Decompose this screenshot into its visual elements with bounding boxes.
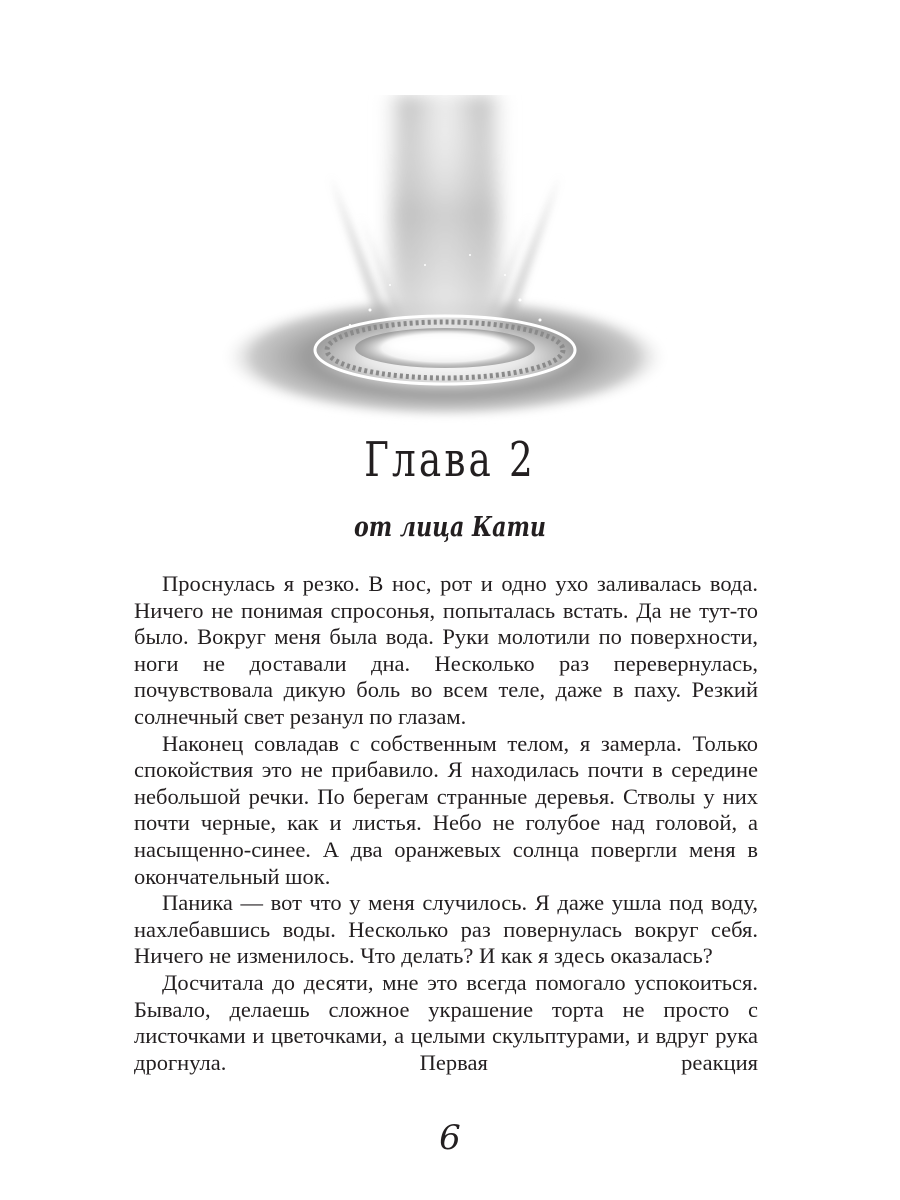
paragraph: Паника — вот что у меня случилось. Я даже ушла под воду, нахлебавшись воды. Несколько раз повернулась вокруг себя. Ничего не изменилось. Что делать? И как я здесь оказалась?: [134, 890, 758, 969]
chapter-title: Глава 2: [364, 432, 536, 488]
magic-portal-illustration: [220, 95, 670, 425]
paragraph: Проснулась я резко. В нос, рот и одно ухо заливалась вода. Ничего не понимая спросонья, попыталась встать. Да не тут-то было. Вокруг меня была вода. Руки молотили по поверхности, ноги не доставали дна. Несколько раз перевернулась, почувствовала дикую боль во всем теле, даже в паху. Резкий солнечный свет резанул по глазам.: [134, 571, 758, 729]
paragraph: Наконец совладав с собственным телом, я замерла. Только спокойствия это не прибавило. Я находилась почти в середине небольшой речки. По берегам странные деревья. Стволы у них почти черные, как и листья. Небо не голубое над головой, а насыщенно-синее. А два оранжевых солнца повергли меня в окончательный шок.: [134, 730, 758, 889]
paragraph: Досчитала до десяти, мне это всегда помогало успокоиться. Бывало, делаешь сложное украшение торта не просто с листочками и цветочками, а целыми скульптурами, и вдруг рука дрогнула. Первая реакция: [134, 969, 758, 1075]
page-number: 6: [439, 1118, 461, 1158]
chapter-body: [134, 571, 758, 1076]
chapter-subtitle: от лица Кати: [353, 512, 547, 543]
